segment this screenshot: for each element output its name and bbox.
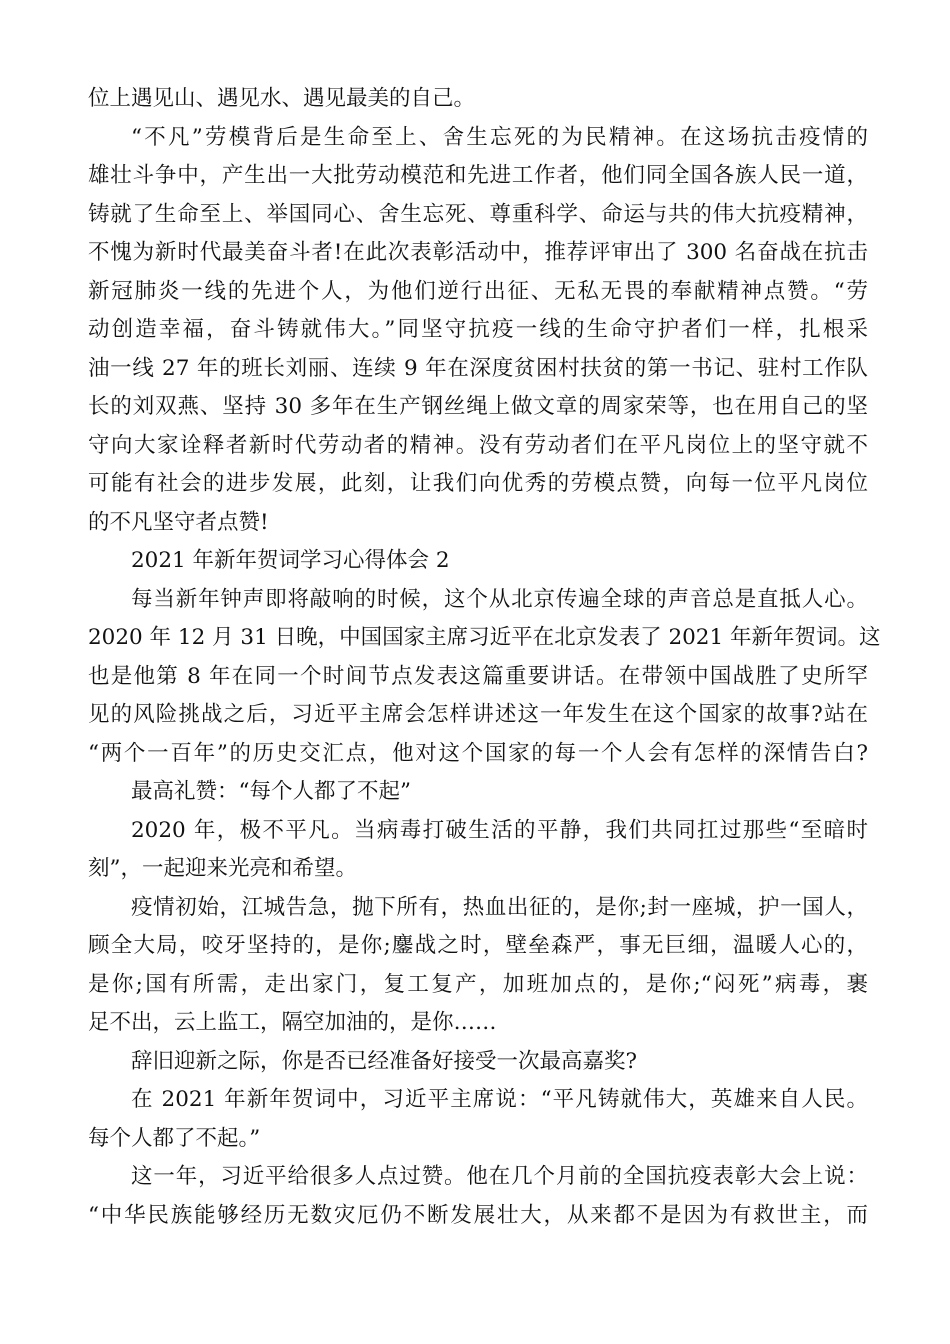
text-line: “中华民族能够经历无数灾厄仍不断发展壮大，从来都不是因为有救世主，而 bbox=[88, 1202, 868, 1228]
text-line: 足不出，云上监工，隔空加油的，是你…… bbox=[88, 1010, 497, 1035]
text-line: 见的风险挑战之后，习近平主席会怎样讲述这一年发生在这个国家的故事?站在 bbox=[88, 702, 868, 727]
text-line: 刻”，一起迎来光亮和希望。 bbox=[88, 856, 357, 881]
text-line: “两个一百年”的历史交汇点，他对这个国家的每一个人会有怎样的深情告白? bbox=[88, 740, 868, 766]
text-line: 也是他第 8 年在同一个时间节点发表这篇重要讲话。在带领中国战胜了史所罕 bbox=[88, 663, 868, 689]
text-line: 每个人都了不起。” bbox=[88, 1125, 261, 1151]
text-line: 动创造幸福，奋斗铸就伟大。”同坚守抗疫一线的生命守护者们一样，扎根采 bbox=[88, 317, 868, 342]
text-line: 油一线 27 年的班长刘丽、连续 9 年在深度贫困村扶贫的第一书记、驻村工作队 bbox=[88, 355, 868, 381]
text-line: 长的刘双燕、坚持 30 多年在生产钢丝绳上做文章的周家荣等，也在用自己的坚 bbox=[88, 394, 868, 419]
text-line: 可能有社会的进步发展，此刻，让我们向优秀的劳模点赞，向每一位平凡岗位 bbox=[88, 471, 868, 496]
text-line: 新冠肺炎一线的先进个人，为他们逆行出征、无私无畏的奉献精神点赞。“劳 bbox=[88, 278, 868, 304]
text-line: 雄壮斗争中，产生出一大批劳动模范和先进工作者，他们同全国各族人民一道， bbox=[88, 163, 868, 188]
text-line: 最高礼赞：“每个人都了不起” bbox=[131, 779, 411, 804]
text-line: “不凡”劳模背后是生命至上、舍生忘死的为民精神。在这场抗击疫情的 bbox=[131, 124, 868, 150]
text-line: 疫情初始，江城告急，抛下所有，热血出征的，是你;封一座城，护一国人， bbox=[131, 894, 868, 920]
text-line: 位上遇见山、遇见水、遇见最美的自己。 bbox=[88, 86, 476, 111]
text-line: 这一年，习近平给很多人点过赞。他在几个月前的全国抗疫表彰大会上说： bbox=[131, 1164, 868, 1189]
text-line: 在 2021 年新年贺词中，习近平主席说：“平凡铸就伟大，英雄来自人民。 bbox=[131, 1087, 868, 1112]
text-line: 是你;国有所需，走出家门，复工复产，加班加点的，是你;“闷死”病毒，裹 bbox=[88, 971, 868, 997]
text-line: 2020 年 12 月 31 日晚，中国国家主席习近平在北京发表了 2021 年新年贺词。这 bbox=[88, 625, 881, 650]
document-page bbox=[88, 80, 881, 1235]
text-line: 不愧为新时代最美奋斗者!在此次表彰活动中，推荐评审出了 300 名奋战在抗击 bbox=[88, 240, 868, 265]
text-line: 顾全大局，咬牙坚持的，是你;鏖战之时，壁垒森严，事无巨细，温暖人心的， bbox=[88, 933, 868, 958]
text-line: 的不凡坚守者点赞! bbox=[88, 509, 269, 535]
text-line: 2021 年新年贺词学习心得体会 2 bbox=[131, 548, 450, 573]
text-line: 守向大家诠释者新时代劳动者的精神。没有劳动者们在平凡岗位上的坚守就不 bbox=[88, 432, 868, 458]
text-line: 铸就了生命至上、举国同心、舍生忘死、尊重科学、命运与共的伟大抗疫精神， bbox=[88, 201, 868, 227]
text-line: 辞旧迎新之际，你是否已经准备好接受一次最高嘉奖? bbox=[131, 1048, 638, 1074]
text-line: 2020 年，极不平凡。当病毒打破生活的平静，我们共同扛过那些“至暗时 bbox=[131, 817, 868, 843]
text-line: 每当新年钟声即将敲响的时候，这个从北京传遍全球的声音总是直抵人心。 bbox=[131, 586, 868, 612]
